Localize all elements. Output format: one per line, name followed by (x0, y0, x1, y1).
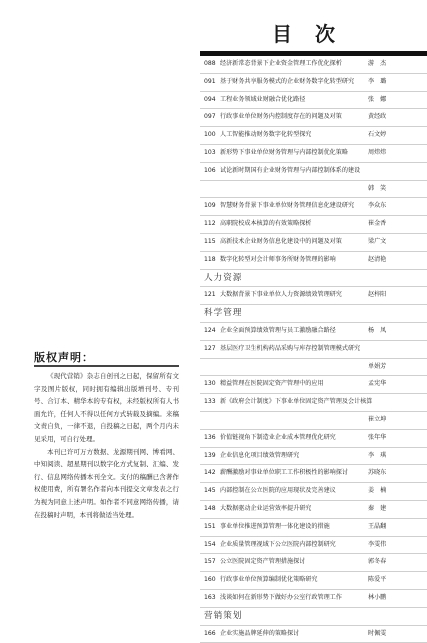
toc-article-title: 精益管理在医院固定资产管理中的应用 (220, 376, 390, 393)
toc-page-number: 118 (204, 252, 221, 269)
toc-page-number: 127 (204, 341, 221, 358)
toc-entry[interactable] (200, 341, 427, 359)
toc-author: 赵清艳 (368, 252, 418, 269)
toc-article-title: 行政事业单位财务内控制度存在的问题及对策 (220, 109, 390, 126)
toc-page-number: 130 (204, 376, 221, 393)
toc-section-heading[interactable] (200, 608, 427, 626)
toc-page-number: 166 (204, 626, 221, 643)
toc-entry[interactable] (200, 109, 427, 127)
copyright-title: 版权声明： (34, 349, 154, 365)
toc-author: 秦 建 (368, 501, 418, 518)
toc-author: 崔金香 (368, 216, 418, 233)
copyright-rule (34, 365, 179, 367)
toc-author: 杨 凤 (368, 323, 418, 340)
toc-article-title: 数字化转型对会计师事务所财务管理的影响 (220, 252, 390, 269)
toc-entry[interactable] (200, 519, 427, 537)
toc-entry[interactable] (200, 537, 427, 555)
toc-entry[interactable] (200, 412, 427, 430)
toc-entry[interactable] (200, 465, 427, 483)
toc-author: 姜 楠 (368, 483, 418, 500)
toc-entry[interactable] (200, 626, 427, 643)
toc-author: 郭冬春 (368, 554, 418, 571)
toc-entry[interactable] (200, 234, 427, 252)
toc-author: 李雯伟 (368, 537, 418, 554)
toc-article-title: 大数据驱动企业运营效率提升研究 (220, 501, 390, 518)
toc-article-title: 试论新时期国有企业财务管理与内部控制体系的建设 (220, 163, 390, 180)
toc-entry[interactable] (200, 181, 427, 199)
toc-author: 张年华 (368, 430, 418, 447)
section-label: 营销策划 (204, 608, 374, 625)
toc-author: 孟宪华 (368, 376, 418, 393)
toc-entry[interactable] (200, 56, 427, 74)
toc-page-number: 112 (204, 216, 221, 233)
toc-entry[interactable] (200, 323, 427, 341)
toc-author: 游 杰 (368, 56, 418, 73)
toc-page-number: 088 (204, 56, 221, 73)
toc-author: 苏晓东 (368, 465, 418, 482)
section-label: 人力资源 (204, 270, 374, 287)
toc-article-title: 高新技术企业财务信息化建设中的问题及对策 (220, 234, 390, 251)
toc-entry[interactable] (200, 430, 427, 448)
toc-page-number: 094 (204, 92, 221, 109)
toc-article-title: 企业实施品牌延伸的策略探讨 (220, 626, 390, 643)
toc-article-title: 价值链视角下制造业企业成本管理优化研究 (220, 430, 390, 447)
toc-entry[interactable] (200, 572, 427, 590)
toc-page-number: 154 (204, 537, 221, 554)
toc-page-number: 124 (204, 323, 221, 340)
toc-article-title: 基于财务共享服务模式的企业财务数字化转型研究 (220, 74, 390, 91)
toc-author: 李 琪 (368, 448, 418, 465)
toc-author: 黄经政 (368, 109, 418, 126)
toc-author: 李 璐 (368, 74, 418, 91)
toc-author: 时佩雯 (368, 626, 418, 643)
toc-page-number: 109 (204, 198, 221, 215)
toc-page-number: 160 (204, 572, 221, 589)
toc-page-number: 121 (204, 287, 221, 304)
toc-article-title: 新《政府会计制度》下事业单位固定资产管理及会计核算 (220, 394, 390, 411)
toc-article-title: 工程业务领域业财融合优化路径 (220, 92, 390, 109)
toc-author: 陈爱平 (368, 572, 418, 589)
toc-section-heading[interactable] (200, 270, 427, 288)
toc-entry[interactable] (200, 501, 427, 519)
toc-article-title: 高职院校成本核算的有效策略探析 (220, 216, 390, 233)
toc-entry[interactable] (200, 394, 427, 412)
toc-entry[interactable] (200, 483, 427, 501)
toc-page-number: 148 (204, 501, 221, 518)
toc-page-number: 103 (204, 145, 221, 162)
toc-entry[interactable] (200, 448, 427, 466)
toc-entry[interactable] (200, 74, 427, 92)
toc-entry[interactable] (200, 198, 427, 216)
toc-article-title: 经济新常态背景下企业资金管理工作优化探析 (220, 56, 390, 73)
toc-author: 韩 笑 (368, 181, 418, 198)
toc-entry[interactable] (200, 359, 427, 377)
toc-entry[interactable] (200, 145, 427, 163)
toc-author: 周炜炜 (368, 145, 418, 162)
toc-author: 张 娜 (368, 92, 418, 109)
page-title: 目 次 (272, 18, 342, 47)
toc-article-title: 人工智能推动财务数字化转型探究 (220, 127, 390, 144)
toc-page-number: 145 (204, 483, 221, 500)
toc-author: 李众东 (368, 198, 418, 215)
copyright-notice (34, 370, 179, 521)
toc-entry[interactable] (200, 163, 427, 181)
table-of-contents (200, 56, 427, 643)
toc-author: 赵梓阳 (368, 287, 418, 304)
toc-entry[interactable] (200, 92, 427, 110)
toc-page-number: 151 (204, 519, 221, 536)
toc-article-title: 内部控制在公立医院的应用现状及完善建议 (220, 483, 390, 500)
toc-page-number: 106 (204, 163, 221, 180)
toc-page-number: 133 (204, 394, 221, 411)
toc-entry[interactable] (200, 252, 427, 270)
toc-author: 石文婷 (368, 127, 418, 144)
section-label: 科学管理 (204, 305, 374, 322)
toc-author: 崔立坤 (368, 412, 418, 429)
toc-article-title: 智慧财务背景下事业单位财务管理信息化建设研究 (220, 198, 390, 215)
toc-article-title: 事业单位推进预算管理一体化建设的措施 (220, 519, 390, 536)
toc-article-title: 企业质量管理视域下公立医院内部控制研究 (220, 537, 390, 554)
toc-article-title: 企业全面预算绩效管理与员工激励融合路径 (220, 323, 390, 340)
toc-entry[interactable] (200, 554, 427, 572)
toc-article-title: 大数据背景下事业单位人力资源绩效管理研究 (220, 287, 390, 304)
toc-page-number: 100 (204, 127, 221, 144)
toc-author: 梁广文 (368, 234, 418, 251)
toc-article-title: 行政事业单位预算编制优化策略研究 (220, 572, 390, 589)
toc-entry[interactable] (200, 127, 427, 145)
copyright-paragraph: 本刊已许可万方数据、龙源期刊网、博看网、中知阅读、超星期刊以数字化方式复制、汇编、发行、信息网络传播本刊全文。支付的稿酬已含著作权使用费，所有署名作者向本刊提交文章发表之行为视为同意上述声明。如作者不同意网络传播，请在投稿时声明，本刊将做适当处理。 (34, 446, 179, 522)
toc-page-number: 139 (204, 448, 221, 465)
toc-page-number: 157 (204, 554, 221, 571)
toc-page-number: 091 (204, 74, 221, 91)
toc-page-number: 163 (204, 590, 221, 607)
toc-page-number: 142 (204, 465, 221, 482)
toc-author: 王晶翻 (368, 519, 418, 536)
toc-author: 单娟芳 (368, 359, 418, 376)
toc-article-title: 浅谈如何在新形势下做好办公室行政管理工作 (220, 590, 390, 607)
toc-entry[interactable] (200, 590, 427, 608)
toc-page-number: 136 (204, 430, 221, 447)
toc-entry[interactable] (200, 376, 427, 394)
toc-article-title: 企业信息化项目绩效管理研究 (220, 448, 390, 465)
toc-entry[interactable] (200, 216, 427, 234)
toc-page-number: 115 (204, 234, 221, 251)
toc-article-title: 基层医疗卫生机构药品采购与库存控制管理模式研究 (220, 341, 390, 358)
toc-article-title: 公立医院固定资产管理措施探讨 (220, 554, 390, 571)
toc-article-title: 薪酬激励对事业单位职工工作积极性的影响探讨 (220, 465, 390, 482)
copyright-paragraph: 《现代营销》杂志自创刊之日起，保留所有文字及图片版权，同时拥有编辑出版增刊号、专刊号、合订本、精华本的专有权，未经版权所有人书面允许，任何人不得以任何方式转载及摘编。来稿文责自负，一律不退，自投稿之日起，两个月内未见采用，可自行处理。 (34, 370, 179, 446)
toc-page-number: 097 (204, 109, 221, 126)
toc-section-heading[interactable] (200, 305, 427, 323)
toc-entry[interactable] (200, 287, 427, 305)
toc-author: 林小鹏 (368, 590, 418, 607)
toc-article-title: 新形势下事业单位财务管理与内部控制优化策略 (220, 145, 390, 162)
